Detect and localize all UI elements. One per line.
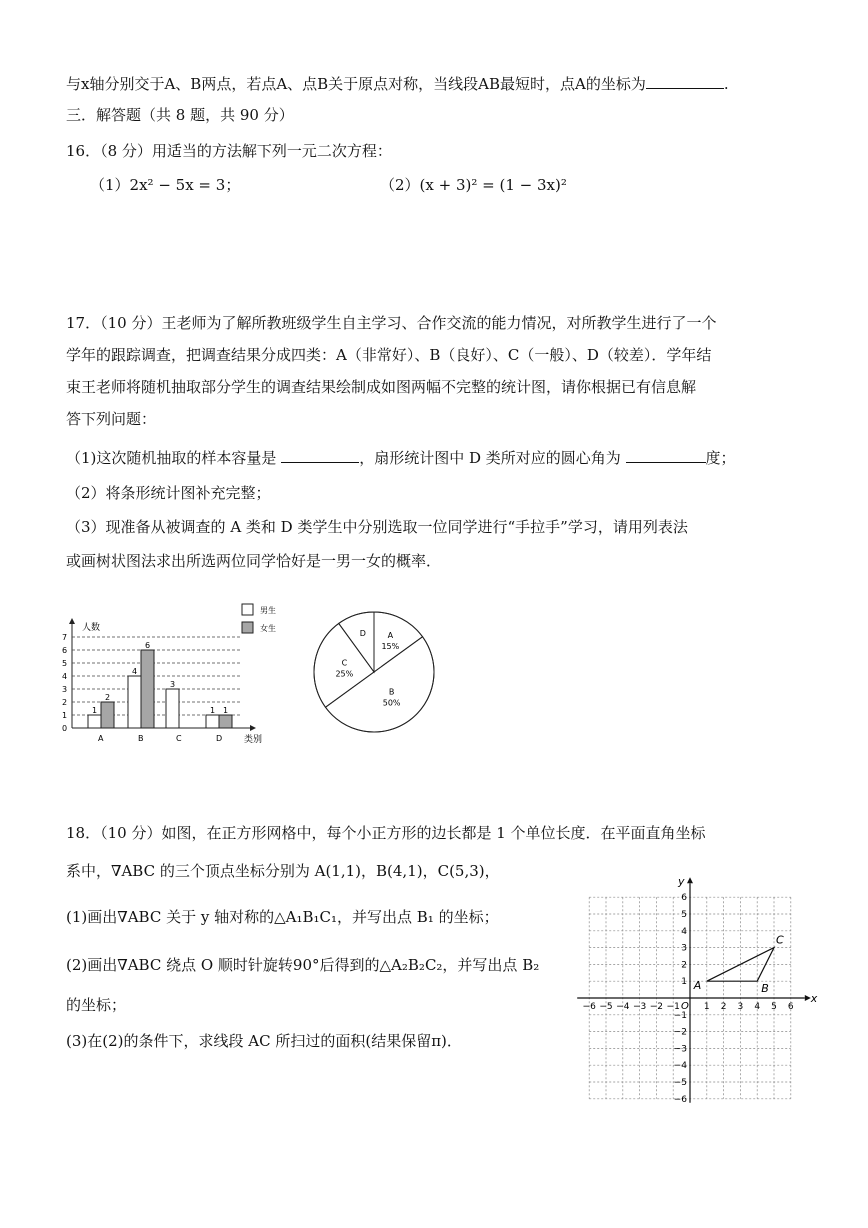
vertex-label: A (693, 979, 702, 993)
x-axis-label: 类别 (244, 735, 263, 745)
q16-stem: 16．（8 分）用适当的方法解下列一元二次方程： (66, 142, 392, 160)
q17-part-2: （2）将条形统计图补充完整； (66, 484, 271, 502)
x-tick-label: −2 (649, 1002, 664, 1012)
q17-stem-line-2: 学年的跟踪调查，把调查结果分成四类：A（非常好）、B（良好）、C（一般）、D（较差）．学年结 (66, 346, 712, 364)
x-tick-label: D (216, 734, 223, 743)
x-tick-label: 4 (754, 1002, 761, 1012)
y-tick-label: −4 (673, 1061, 687, 1072)
y-axis-arrow (69, 618, 75, 624)
x-tick-label: C (176, 734, 182, 743)
pie-slice-percent: 15% (381, 641, 400, 651)
vertex-label: C (776, 933, 784, 947)
y-tick-label: 6 (681, 893, 687, 904)
origin-label: O (681, 1001, 689, 1012)
pie-chart (300, 608, 450, 738)
bar-data-label: 6 (145, 641, 151, 650)
pie-slice-label: D (359, 628, 366, 638)
legend-label: 女生 (260, 624, 276, 633)
y-tick-label: 3 (62, 685, 68, 694)
x-tick-label: 1 (703, 1002, 710, 1012)
x-tick-label: −1 (666, 1002, 680, 1012)
q17-p1-text-b: ，扇形统计图中 D 类所对应的圆心角为 (359, 449, 621, 467)
q15-period: . (723, 75, 729, 93)
pie-slice-percent: 50% (382, 698, 401, 708)
legend-swatch (242, 622, 253, 633)
y-tick-label: 6 (62, 646, 68, 655)
legend-label: 男生 (260, 606, 276, 615)
y-tick-label: 5 (62, 659, 68, 668)
bar (219, 715, 232, 728)
y-tick-label: 2 (62, 698, 68, 707)
x-tick-label: −4 (616, 1002, 630, 1012)
x-tick-label: 5 (771, 1002, 777, 1012)
x-tick-label: −5 (599, 1002, 613, 1012)
q17-p1-text-a: （1)这次随机抽取的样本容量是 (66, 449, 277, 467)
y-tick-label: 1 (62, 711, 68, 720)
q16-part-2: （2）(x + 3)² = (1 − 3x)² (380, 176, 567, 194)
triangle-abc (707, 948, 774, 982)
coordinate-grid (572, 872, 818, 1105)
y-tick-label: 2 (681, 960, 687, 971)
bar (101, 702, 114, 728)
x-axis-label: x (810, 992, 818, 1005)
q15-tail-line (66, 72, 729, 95)
y-tick-label: 4 (681, 926, 687, 937)
bar-data-label: 2 (105, 693, 111, 702)
q17-part-3-line-2: 或画树状图法求出所选两位同学恰好是一男一女的概率． (66, 552, 442, 570)
q18-part-2-line-2: 的坐标； (66, 996, 127, 1014)
bar-data-label: 1 (210, 706, 216, 715)
y-tick-label: 1 (681, 977, 687, 988)
y-tick-label: 4 (62, 672, 68, 681)
vertex-label: B (761, 982, 769, 996)
y-tick-label: −5 (673, 1078, 687, 1088)
q18-part-3: (3)在(2)的条件下，求线段 AC 所扫过的面积(结果保留π)． (66, 1032, 462, 1050)
y-tick-label: 7 (62, 633, 68, 642)
y-axis-label: y (678, 875, 685, 889)
pie-slice-label: A (387, 630, 394, 640)
y-tick-label: 5 (681, 910, 687, 920)
q15-answer-blank[interactable] (646, 72, 724, 89)
y-tick-label: −6 (673, 1094, 687, 1105)
bar (141, 650, 154, 728)
section-3-title: 三．解答题（共 8 题，共 90 分） (66, 106, 294, 124)
bar-data-label: 4 (132, 667, 138, 676)
x-axis-arrow (250, 725, 256, 731)
q17-stem-line-1: 17．（10 分）王老师为了解所教班级学生自主学习、合作交流的能力情况，对所教学生进行了一个 (66, 314, 717, 332)
x-tick-label: A (98, 734, 104, 743)
q17-p1-text-c: 度； (705, 449, 736, 467)
y-axis-label: 人数 (82, 623, 101, 633)
q18-stem-line-1: 18．（10 分）如图，在正方形网格中，每个小正方形的边长都是 1 个单位长度．在平面直角坐标 (66, 824, 706, 842)
y-tick-label: −1 (673, 1010, 687, 1021)
x-tick-label: −6 (582, 1002, 596, 1012)
q17-sample-size-blank[interactable] (281, 446, 359, 463)
q17-angle-blank[interactable] (626, 446, 706, 463)
pie-slice-label: B (388, 687, 395, 697)
q16-part-1: （1）2x² − 5x = 3； (90, 176, 241, 194)
q17-stem-line-3: 束王老师将随机抽取部分学生的调查结果绘制成如图两幅不完整的统计图，请你根据已有信息解 (66, 378, 697, 396)
bar-data-label: 3 (170, 680, 176, 689)
pie-slice-label: C (341, 658, 348, 668)
bar-data-label: 1 (223, 706, 229, 715)
q15-text: 与x轴分别交于A、B两点，若点A、点B关于原点对称，当线段AB最短时，点A的坐标为 (66, 75, 646, 93)
y-tick-label: −2 (673, 1027, 687, 1038)
x-tick-label: 6 (787, 1002, 794, 1012)
y-tick-label: 0 (62, 724, 68, 733)
x-tick-label: −3 (632, 1002, 647, 1012)
bar (88, 715, 101, 728)
pie-slice-percent: 25% (335, 669, 354, 679)
y-axis-arrow (687, 877, 693, 883)
q17-stem-line-4: 答下列问题： (66, 410, 157, 428)
legend-swatch (242, 604, 253, 615)
bar-data-label: 1 (92, 706, 98, 715)
bar-chart (50, 598, 295, 750)
y-tick-label: −3 (673, 1044, 687, 1055)
q18-stem-line-2: 系中，∇ABC 的三个顶点坐标分别为 A(1,1)，B(4,1)，C(5,3)， (66, 862, 500, 880)
bar (206, 715, 219, 728)
bar (128, 676, 141, 728)
x-tick-label: B (138, 734, 144, 743)
q18-part-2-line-1: (2)画出∇ABC 绕点 O 顺时针旋转90°后得到的△A₂B₂C₂，并写出点 B₂ (66, 956, 540, 974)
x-tick-label: 3 (737, 1002, 744, 1012)
bar (166, 689, 179, 728)
q17-part-3-line-1: （3）现准备从被调查的 A 类和 D 类学生中分别选取一位同学进行“手拉手”学习，请用列表法 (66, 518, 688, 536)
x-tick-label: 2 (720, 1002, 727, 1012)
q17-part-1 (66, 446, 736, 469)
y-tick-label: 3 (681, 943, 687, 954)
q18-part-1: (1)画出∇ABC 关于 y 轴对称的△A₁B₁C₁，并写出点 B₁ 的坐标； (66, 908, 499, 926)
